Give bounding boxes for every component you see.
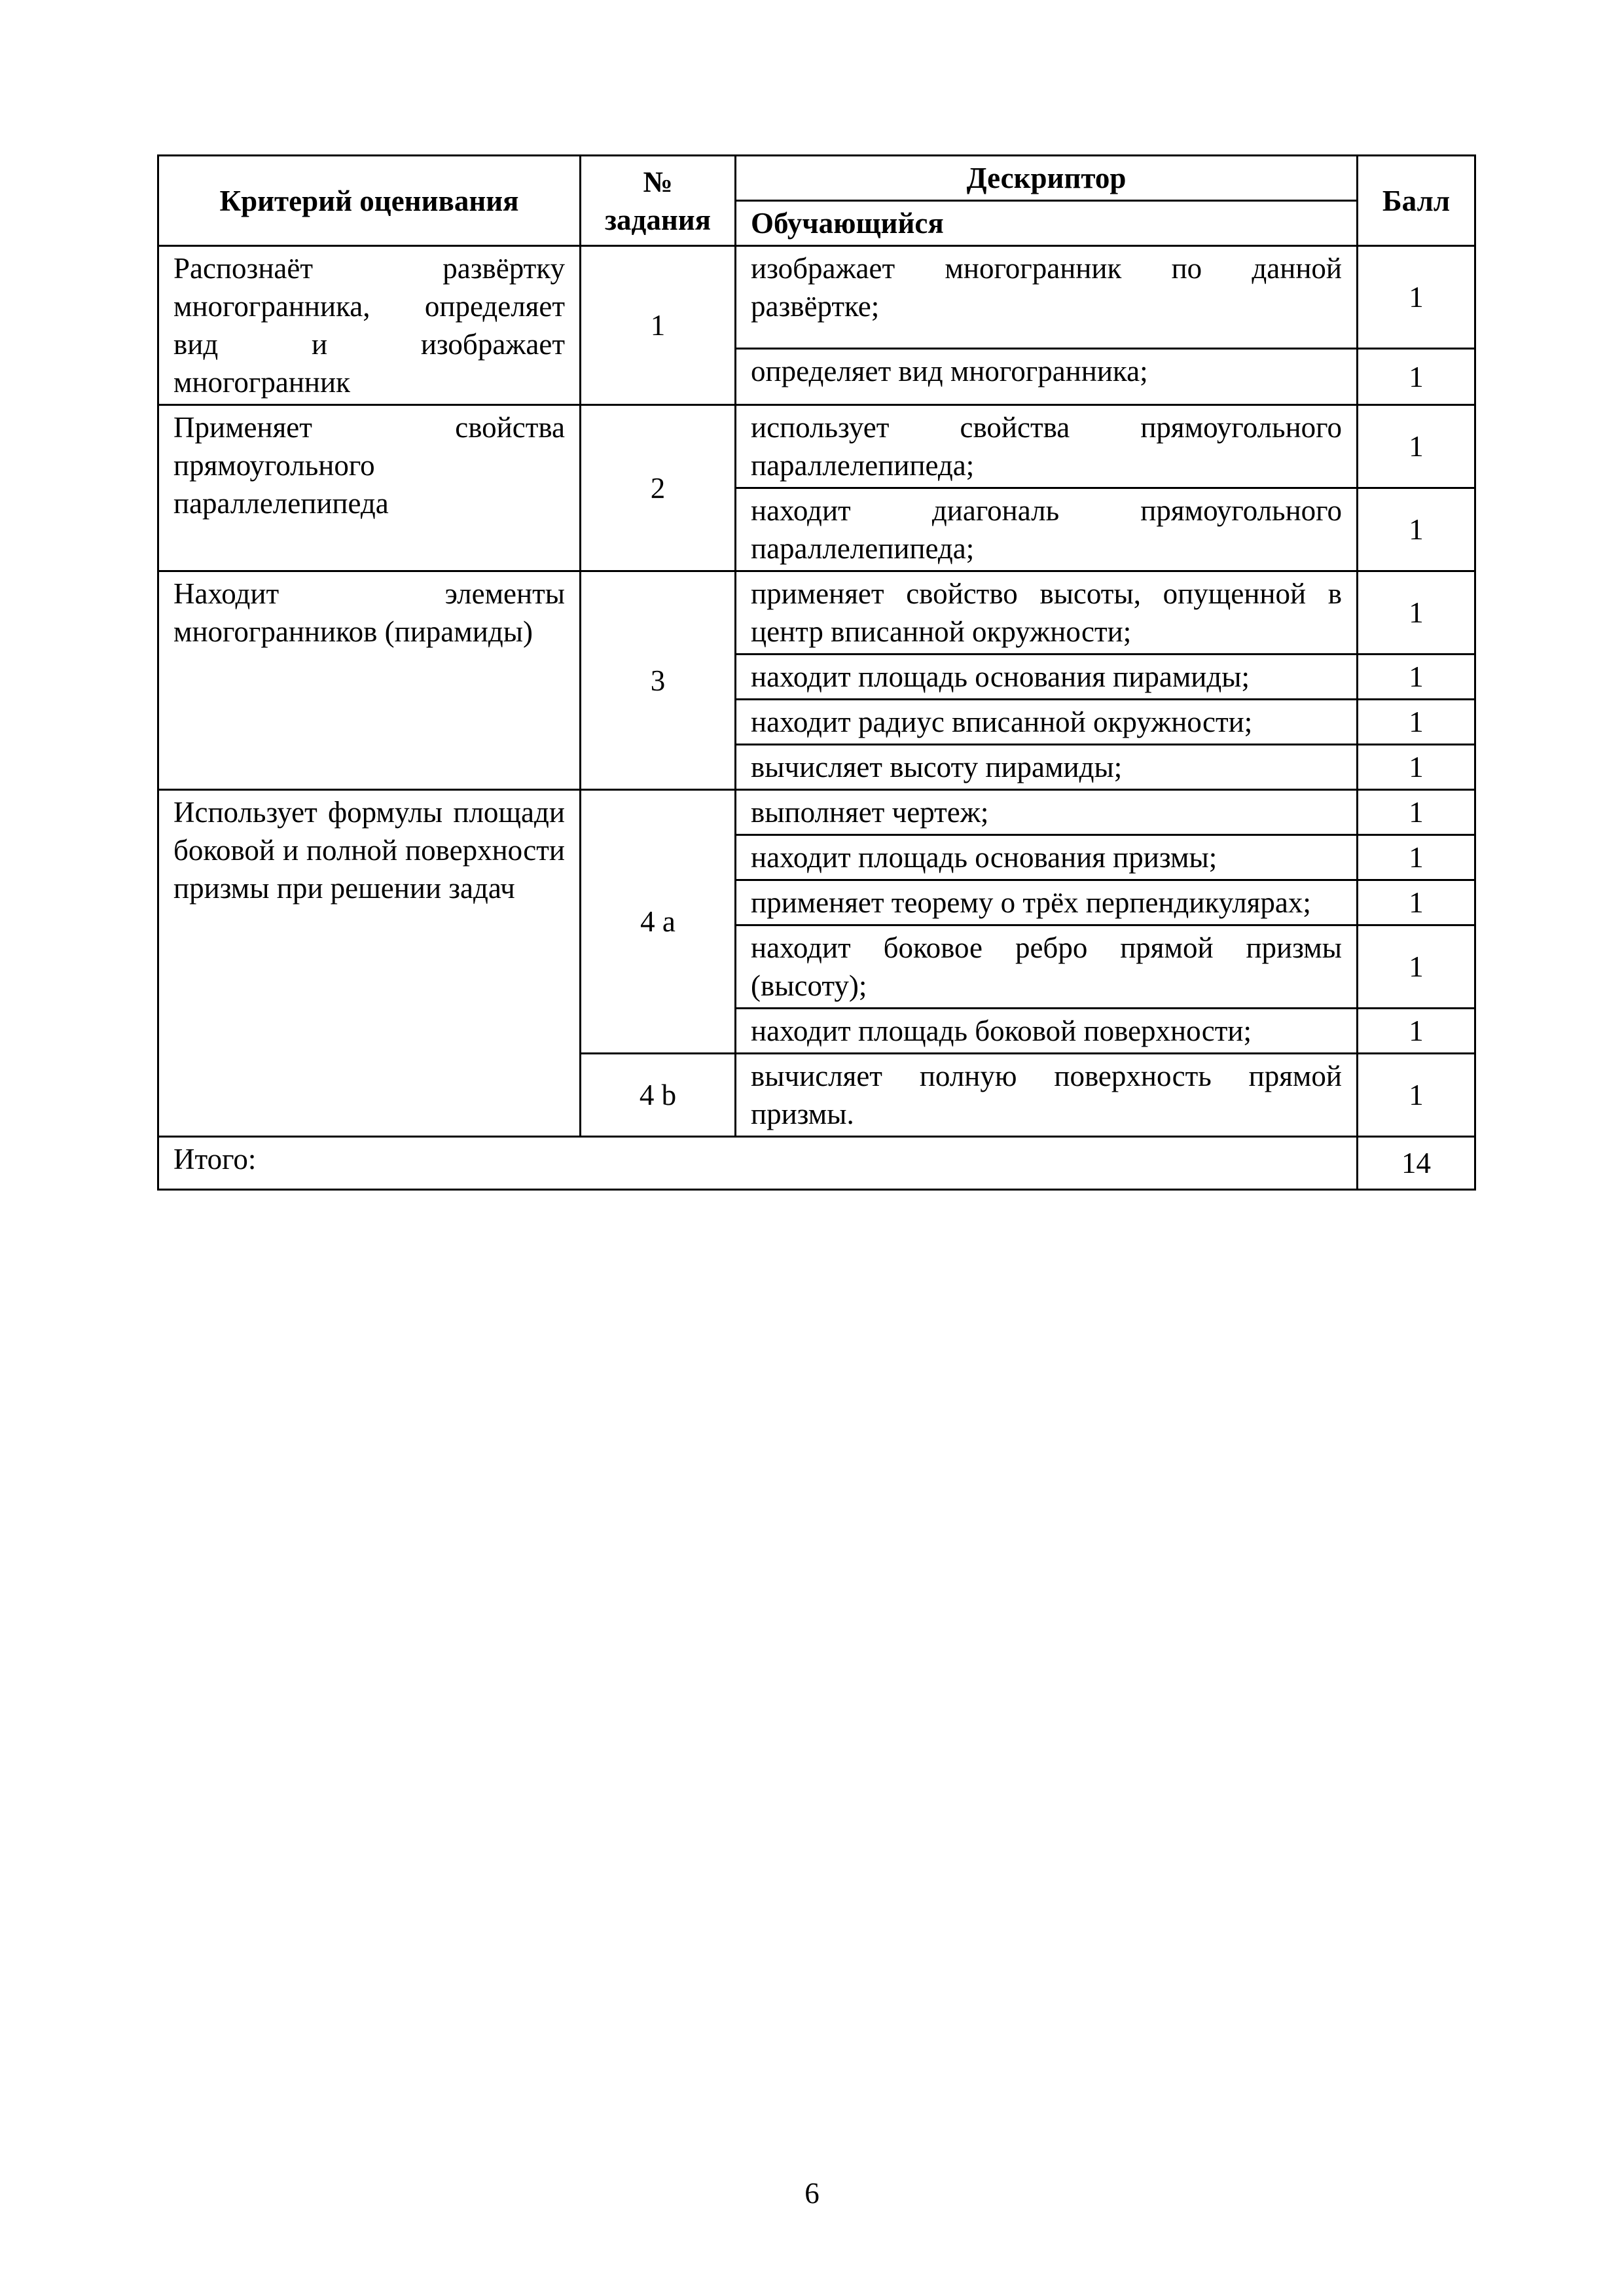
score-cell: 1 bbox=[1358, 1054, 1475, 1137]
score-cell: 1 bbox=[1358, 571, 1475, 655]
descriptor-cell: выполняет чертеж; bbox=[736, 790, 1358, 835]
header-task-number: № задания bbox=[581, 156, 736, 246]
task-number-cell: 4 b bbox=[581, 1054, 736, 1137]
descriptor-cell: изображает многогранник по данной развёртке; bbox=[736, 246, 1358, 349]
score-cell: 1 bbox=[1358, 745, 1475, 790]
task-number-cell: 4 a bbox=[581, 790, 736, 1054]
header-criterion: Критерий оценивания bbox=[158, 156, 581, 246]
header-learner: Обучающийся bbox=[736, 201, 1358, 246]
score-cell: 1 bbox=[1358, 700, 1475, 745]
score-cell: 1 bbox=[1358, 349, 1475, 405]
descriptor-cell: использует свойства прямоугольного параллелепипеда; bbox=[736, 405, 1358, 488]
table-row bbox=[158, 246, 1475, 349]
total-row bbox=[158, 1137, 1475, 1190]
table-row bbox=[158, 405, 1475, 488]
task-number-cell: 3 bbox=[581, 571, 736, 790]
table-row bbox=[158, 571, 1475, 655]
score-cell: 1 bbox=[1358, 835, 1475, 880]
descriptor-cell: находит площадь боковой поверхности; bbox=[736, 1009, 1358, 1054]
task-number-cell: 2 bbox=[581, 405, 736, 571]
header-descriptor: Дескриптор bbox=[736, 156, 1358, 201]
score-cell: 1 bbox=[1358, 655, 1475, 700]
score-cell: 1 bbox=[1358, 488, 1475, 571]
rubric-body bbox=[158, 246, 1475, 1137]
total-score: 14 bbox=[1358, 1137, 1475, 1190]
page-number: 6 bbox=[804, 2177, 820, 2210]
descriptor-cell: применяет теорему о трёх перпендикулярах; bbox=[736, 880, 1358, 925]
assessment-rubric-table bbox=[157, 154, 1476, 1191]
descriptor-cell: находит радиус вписанной окружности; bbox=[736, 700, 1358, 745]
score-cell: 1 bbox=[1358, 790, 1475, 835]
criterion-cell: Распознаёт развёртку многогранника, определяет вид и изображает многогранник bbox=[158, 246, 581, 405]
descriptor-cell: находит боковое ребро прямой призмы (высоту); bbox=[736, 925, 1358, 1009]
table-row bbox=[158, 790, 1475, 835]
descriptor-cell: применяет свойство высоты, опущенной в центр вписанной окружности; bbox=[736, 571, 1358, 655]
descriptor-cell: находит площадь основания призмы; bbox=[736, 835, 1358, 880]
descriptor-cell: определяет вид многогранника; bbox=[736, 349, 1358, 405]
score-cell: 1 bbox=[1358, 880, 1475, 925]
header-score: Балл bbox=[1358, 156, 1475, 246]
descriptor-cell: находит диагональ прямоугольного параллелепипеда; bbox=[736, 488, 1358, 571]
score-cell: 1 bbox=[1358, 405, 1475, 488]
criterion-cell: Находит элементы многогранников (пирамиды) bbox=[158, 571, 581, 790]
descriptor-cell: вычисляет высоту пирамиды; bbox=[736, 745, 1358, 790]
total-label: Итого: bbox=[158, 1137, 1358, 1190]
descriptor-cell: находит площадь основания пирамиды; bbox=[736, 655, 1358, 700]
task-number-cell: 1 bbox=[581, 246, 736, 405]
score-cell: 1 bbox=[1358, 1009, 1475, 1054]
score-cell: 1 bbox=[1358, 925, 1475, 1009]
criterion-cell: Использует формулы площади боковой и полной поверхности призмы при решении задач bbox=[158, 790, 581, 1137]
criterion-cell: Применяет свойства прямоугольного параллелепипеда bbox=[158, 405, 581, 571]
descriptor-cell: вычисляет полную поверхность прямой призмы. bbox=[736, 1054, 1358, 1137]
score-cell: 1 bbox=[1358, 246, 1475, 349]
